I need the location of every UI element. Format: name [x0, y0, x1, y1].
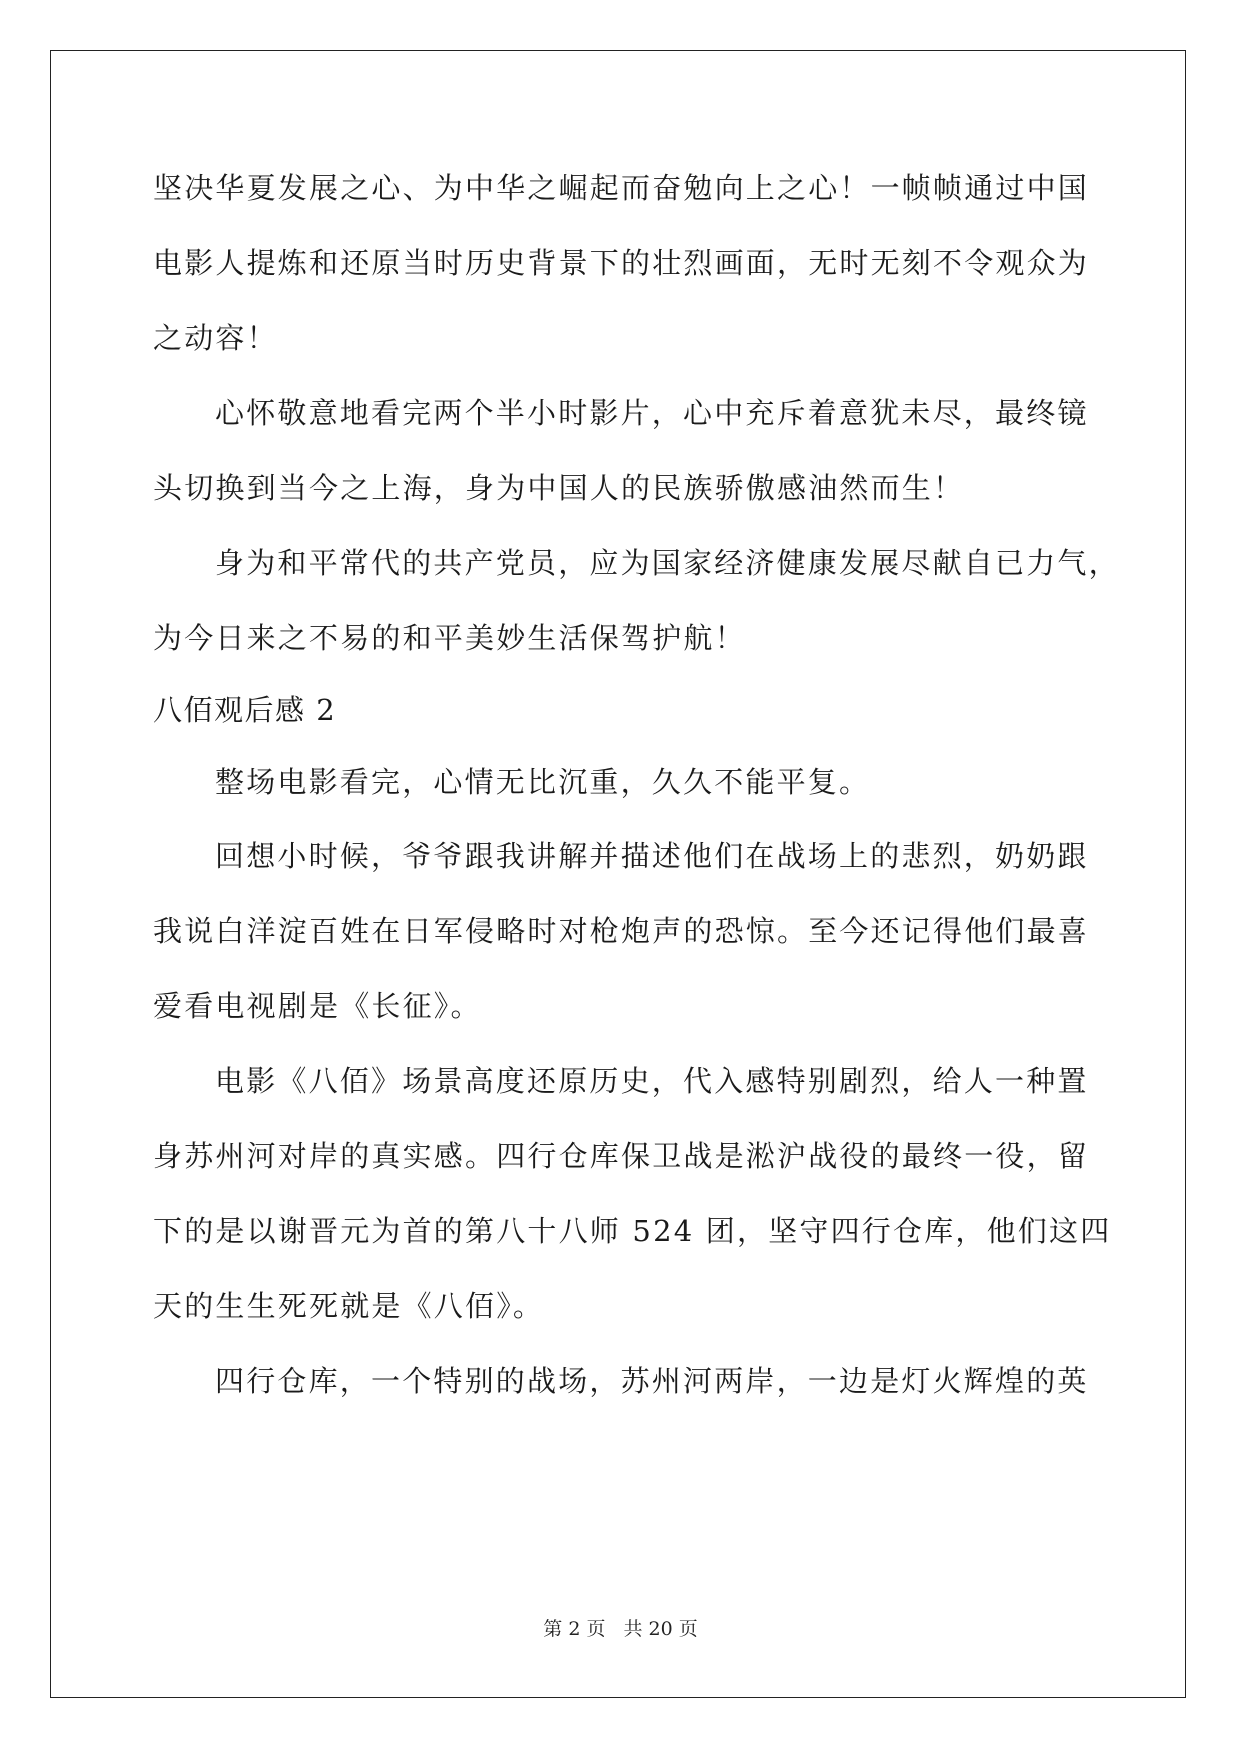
paragraph-line: 爱看电视剧是《长征》。 — [153, 989, 482, 1023]
paragraph-line: 为今日来之不易的和平美妙生活保驾护航！ — [153, 621, 746, 655]
paragraph-line: 我说白洋淀百姓在日军侵略时对枪炮声的恐惊。至今还记得他们最喜 — [153, 914, 1090, 948]
paragraph-line: 电影人提炼和还原当时历史背景下的壮烈画面，无时无刻不令观众为 — [153, 246, 1090, 280]
paragraph-line: 回想小时候，爷爷跟我讲解并描述他们在战场上的悲烈，奶奶跟 — [215, 839, 1089, 873]
paragraph-line: 身苏州河对岸的真实感。四行仓库保卫战是淞沪战役的最终一役，留 — [153, 1139, 1090, 1173]
paragraph-line: 心怀敬意地看完两个半小时影片，心中充斥着意犹未尽，最终镜 — [215, 396, 1089, 430]
paragraph-line: 之动容！ — [153, 321, 278, 355]
paragraph-line: 四行仓库，一个特别的战场，苏州河两岸，一边是灯火辉煌的英 — [215, 1364, 1089, 1398]
paragraph-line: 下的是以谢晋元为首的第八十八师 524 团，坚守四行仓库，他们这四 — [153, 1214, 1112, 1248]
paragraph-line: 头切换到当今之上海，身为中国人的民族骄傲感油然而生！ — [153, 471, 965, 505]
paragraph-line: 身为和平常代的共产党员，应为国家经济健康发展尽献自已力气， — [215, 546, 1120, 580]
paragraph-line: 坚决华夏发展之心、为中华之崛起而奋勉向上之心！一帧帧通过中国 — [153, 171, 1090, 205]
page-footer — [0, 1617, 1241, 1641]
paragraph-line: 电影《八佰》场景高度还原历史，代入感特别剧烈，给人一种置 — [215, 1064, 1089, 1098]
section-heading: 八佰观后感 2 — [153, 693, 337, 727]
paragraph-line: 天的生生死死就是《八佰》。 — [153, 1289, 545, 1323]
page-total: 共 20 页 — [623, 1618, 698, 1640]
paragraph-line: 整场电影看完，心情无比沉重，久久不能平复。 — [215, 765, 871, 799]
page-number: 第 2 页 — [543, 1618, 606, 1640]
